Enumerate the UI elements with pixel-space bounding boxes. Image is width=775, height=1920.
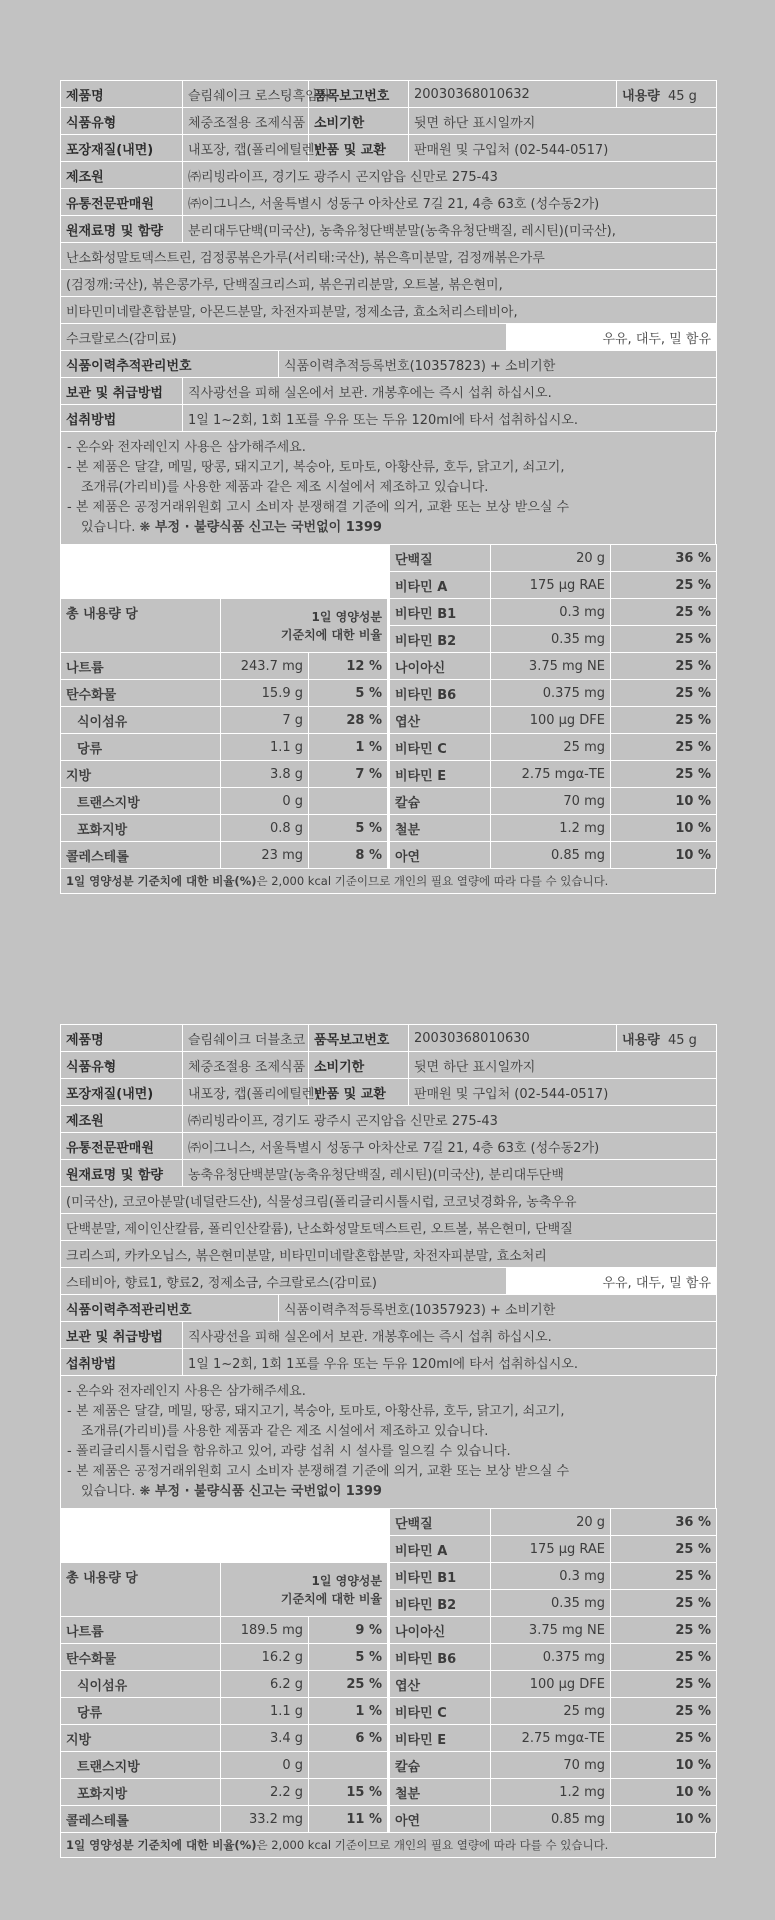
nutrition-row xyxy=(61,545,717,572)
ingredients-line: 크리스피, 카카오닙스, 볶은현미분말, 비타민미네랄혼합분말, 차전자피분말, 효소처리 xyxy=(61,1241,717,1268)
ingredients-line: 수크랄로스(감미료) xyxy=(61,324,507,351)
nutrient-amount: 3.8 g xyxy=(221,761,309,788)
manufacturer: ㈜리빙라이프, 경기도 광주시 곤지암읍 신만로 275-43 xyxy=(183,1106,717,1133)
nutrient-name: 비타민 E xyxy=(389,1725,491,1752)
food-type-label: 식품유형 xyxy=(61,1052,183,1079)
warning-text: - 본 제품은 달걀, 메밀, 땅콩, 돼지고기, 복숭아, 토마토, 아황산류, 호두, 닭고기, 쇠고기, xyxy=(67,1404,565,1419)
nutrition-row xyxy=(61,1752,717,1779)
nutrient-name: 아연 xyxy=(389,842,491,869)
nutrient-amount: 1.2 mg xyxy=(491,1779,611,1806)
dv-label-1: 1일 영양성분 xyxy=(311,609,382,624)
nutrient-name: 트랜스지방 xyxy=(61,788,221,815)
nutrient-name: 칼슘 xyxy=(389,1752,491,1779)
ingredients-line: 스테비아, 향료1, 향료2, 정제소금, 수크랄로스(감미료) xyxy=(61,1268,507,1295)
nutrient-amount: 0.85 mg xyxy=(491,1806,611,1833)
storage-label: 보관 및 취급방법 xyxy=(61,1322,183,1349)
nutrition-row xyxy=(61,1671,717,1698)
warning-line xyxy=(67,498,709,518)
nutrient-daily-value: 10 % xyxy=(611,1752,717,1779)
warnings xyxy=(60,432,716,544)
warning-text: 있습니다. xyxy=(81,1484,136,1499)
warning-text: - 온수와 전자레인지 사용은 삼가해주세요. xyxy=(67,440,306,455)
warning-text: 있습니다. xyxy=(81,520,136,535)
nutrient-amount: 7 g xyxy=(221,707,309,734)
nutrient-name: 엽산 xyxy=(389,1671,491,1698)
nutrient-amount: 1.1 g xyxy=(221,734,309,761)
nutrient-name: 아연 xyxy=(389,1806,491,1833)
nutrient-amount: 175 μg RAE xyxy=(491,1536,611,1563)
nutrient-name: 트랜스지방 xyxy=(61,1752,221,1779)
report-number: 20030368010632 xyxy=(409,81,617,108)
return-info: 판매원 및 구입처 (02-544-0517) xyxy=(409,135,717,162)
product-label-roasted-black-sesame xyxy=(60,80,716,894)
nutrient-name: 단백질 xyxy=(389,1509,491,1536)
nutrient-daily-value: 8 % xyxy=(309,842,389,869)
nutrition-title: 영양정보 xyxy=(61,1509,221,1536)
nutrient-name: 포화지방 xyxy=(61,815,221,842)
nutrient-amount: 1.2 mg xyxy=(491,815,611,842)
nutrient-name: 단백질 xyxy=(389,545,491,572)
nutrition-row xyxy=(61,1698,717,1725)
ingredients-line: 난소화성말토덱스트린, 검정콩볶은가루(서리태:국산), 볶은흑미분말, 검정깨볶은가루 xyxy=(61,243,717,270)
kcal: 165 kcal xyxy=(61,572,389,599)
quantity-cell xyxy=(617,1025,717,1052)
warning-line xyxy=(67,1422,709,1442)
nutrient-daily-value: 25 % xyxy=(611,1644,717,1671)
storage: 직사광선을 피해 실온에서 보관. 개봉후에는 즉시 섭취 하십시오. xyxy=(183,1322,717,1349)
nutrition-row xyxy=(61,1644,717,1671)
nutrient-daily-value: 25 % xyxy=(611,707,717,734)
nutrient-name: 비타민 A xyxy=(389,1536,491,1563)
nutrient-amount: 0.375 mg xyxy=(491,680,611,707)
nutrient-amount: 6.2 g xyxy=(221,1671,309,1698)
nutrient-name: 비타민 B2 xyxy=(389,1590,491,1617)
nutrient-name: 지방 xyxy=(61,1725,221,1752)
storage-label: 보관 및 취급방법 xyxy=(61,378,183,405)
nutrient-name: 콜레스테롤 xyxy=(61,842,221,869)
nutrient-name: 당류 xyxy=(61,1698,221,1725)
quantity: 45 g xyxy=(667,1032,697,1048)
quantity-label: 내용량 xyxy=(622,88,660,104)
warning-line xyxy=(67,518,709,538)
warning-line xyxy=(67,1382,709,1402)
per-label: 총 내용량 당 xyxy=(61,599,221,653)
ingredients-line: 분리대두단백(미국산), 농축유청단백분말(농축유청단백질, 레시틴)(미국산), xyxy=(183,216,717,243)
nutrient-name: 비타민 E xyxy=(389,761,491,788)
nutrient-daily-value: 1 % xyxy=(309,734,389,761)
nutrition-footnote xyxy=(60,869,716,894)
nutrient-daily-value: 12 % xyxy=(309,653,389,680)
food-type-label: 식품유형 xyxy=(61,108,183,135)
nutrient-amount: 20 g xyxy=(491,1509,611,1536)
report-number: 20030368010630 xyxy=(409,1025,617,1052)
nutrient-daily-value: 10 % xyxy=(611,815,717,842)
warning-text: - 폴리글리시톨시럽을 함유하고 있어, 과량 섭취 시 설사를 일으킬 수 있습니다. xyxy=(67,1444,511,1459)
nutrient-amount: 100 μg DFE xyxy=(491,1671,611,1698)
nutrient-daily-value: 25 % xyxy=(611,653,717,680)
per-label: 총 내용량 당 xyxy=(61,1563,221,1617)
nutrition-row xyxy=(61,707,717,734)
nutrient-daily-value: 36 % xyxy=(611,545,717,572)
nutrition-row xyxy=(61,1563,717,1590)
nutrient-daily-value: 10 % xyxy=(611,842,717,869)
nutrient-name: 비타민 B1 xyxy=(389,599,491,626)
nutrient-name: 포화지방 xyxy=(61,1779,221,1806)
warning-line xyxy=(67,458,709,478)
nutrient-name: 콜레스테롤 xyxy=(61,1806,221,1833)
expiry-label: 소비기한 xyxy=(309,1052,409,1079)
nutrient-name: 지방 xyxy=(61,761,221,788)
nutrient-daily-value: 11 % xyxy=(309,1806,389,1833)
nutrient-amount: 15.9 g xyxy=(221,680,309,707)
nutrition-row xyxy=(61,1806,717,1833)
ingredients-line: 단백분말, 제이인산칼륨, 폴리인산칼륨), 난소화성말토덱스트린, 오트볼, 볶은현미, 단백질 xyxy=(61,1214,717,1241)
nutrient-amount: 0.3 mg xyxy=(491,599,611,626)
warning-line xyxy=(67,1482,709,1502)
trace-number: 식품이력추적등록번호(10357823) + 소비기한 xyxy=(279,351,717,378)
warnings xyxy=(60,1376,716,1508)
nutrient-amount: 100 μg DFE xyxy=(491,707,611,734)
quantity: 45 g xyxy=(667,88,697,104)
warning-line xyxy=(67,478,709,498)
product-info-table xyxy=(60,1024,717,1376)
trace-number: 식품이력추적등록번호(10357923) + 소비기한 xyxy=(279,1295,717,1322)
nutrient-daily-value: 25 % xyxy=(611,1698,717,1725)
nutrient-amount: 175 μg RAE xyxy=(491,572,611,599)
nutrition-row xyxy=(61,572,717,599)
nutrient-amount: 2.2 g xyxy=(221,1779,309,1806)
product-name: 슬림쉐이크 로스팅흑임자 xyxy=(183,81,309,108)
nutrient-name: 식이섬유 xyxy=(61,1671,221,1698)
nutrient-daily-value: 10 % xyxy=(611,1806,717,1833)
packaging: 내포장, 캡(폴리에틸렌) xyxy=(183,1079,309,1106)
nutrient-amount: 25 mg xyxy=(491,1698,611,1725)
nutrient-daily-value: 25 % xyxy=(611,680,717,707)
footnote-text: 은 2,000 kcal 기준이므로 개인의 필요 열량에 따라 다를 수 있습니다. xyxy=(256,874,609,888)
nutrient-name: 나트륨 xyxy=(61,653,221,680)
nutrient-amount: 2.75 mgα-TE xyxy=(491,761,611,788)
nutrient-name: 철분 xyxy=(389,1779,491,1806)
nutrient-amount: 2.75 mgα-TE xyxy=(491,1725,611,1752)
nutrient-name: 나트륨 xyxy=(61,1617,221,1644)
distributor: ㈜이그니스, 서울특별시 성동구 아차산로 7길 21, 4층 63호 (성수동2가) xyxy=(183,189,717,216)
nutrient-amount: 3.75 mg NE xyxy=(491,653,611,680)
nutrient-amount: 0 g xyxy=(221,788,309,815)
trace-label: 식품이력추적관리번호 xyxy=(61,1295,279,1322)
packaging: 내포장, 캡(폴리에틸렌) xyxy=(183,135,309,162)
manufacturer: ㈜리빙라이프, 경기도 광주시 곤지암읍 신만로 275-43 xyxy=(183,162,717,189)
nutrient-amount: 3.4 g xyxy=(221,1725,309,1752)
packaging-label: 포장재질(내면) xyxy=(61,1079,183,1106)
nutrition-row xyxy=(61,1509,717,1536)
nutrient-amount: 0 g xyxy=(221,1752,309,1779)
nutrient-daily-value: 25 % xyxy=(611,572,717,599)
ingredients-label: 원재료명 및 함량 xyxy=(61,216,183,243)
nutrient-daily-value: 5 % xyxy=(309,1644,389,1671)
nutrient-amount: 0.85 mg xyxy=(491,842,611,869)
distributor-label: 유통전문판매원 xyxy=(61,189,183,216)
nutrition-total: 총 내용량 45 g xyxy=(221,1509,389,1536)
return-info: 판매원 및 구입처 (02-544-0517) xyxy=(409,1079,717,1106)
report-number-label: 품목보고번호 xyxy=(309,1025,409,1052)
nutrition-row xyxy=(61,653,717,680)
warning-line xyxy=(67,438,709,458)
nutrient-amount: 20 g xyxy=(491,545,611,572)
nutrition-table xyxy=(60,1508,717,1833)
dv-label-1: 1일 영양성분 xyxy=(311,1573,382,1588)
ingredients-line: (검정깨:국산), 볶은콩가루, 단백질크리스피, 볶은귀리분말, 오트볼, 볶은현미, xyxy=(61,270,717,297)
nutrient-daily-value: 25 % xyxy=(611,599,717,626)
nutrition-row xyxy=(61,1725,717,1752)
nutrition-row xyxy=(61,842,717,869)
dv-label-2: 기준치에 대한 비율 xyxy=(280,1591,382,1606)
product-name-label: 제품명 xyxy=(61,81,183,108)
nutrient-name: 칼슘 xyxy=(389,788,491,815)
nutrient-daily-value: 5 % xyxy=(309,815,389,842)
report-hotline: ❋ 부정 · 불량식품 신고는 국번없이 1399 xyxy=(139,1484,382,1499)
nutrition-total: 총 내용량 45 g xyxy=(221,545,389,572)
nutrition-row xyxy=(61,1617,717,1644)
nutrient-amount: 189.5 mg xyxy=(221,1617,309,1644)
allergen-badge: 우유, 대두, 밀 함유 xyxy=(507,1268,717,1295)
nutrition-row xyxy=(61,1536,717,1563)
nutrient-name: 비타민 A xyxy=(389,572,491,599)
nutrient-daily-value: 25 % xyxy=(611,626,717,653)
ingredients-line: 농축유청단백분말(농축유청단백질, 레시틴)(미국산), 분리대두단백 xyxy=(183,1160,717,1187)
product-name: 슬림쉐이크 더블초코 xyxy=(183,1025,309,1052)
allergen-badge: 우유, 대두, 밀 함유 xyxy=(507,324,717,351)
nutrient-name: 철분 xyxy=(389,815,491,842)
nutrient-amount: 0.3 mg xyxy=(491,1563,611,1590)
nutrient-daily-value xyxy=(309,1752,389,1779)
nutrition-row xyxy=(61,734,717,761)
product-info-table xyxy=(60,80,717,432)
nutrition-row xyxy=(61,815,717,842)
nutrient-daily-value: 5 % xyxy=(309,680,389,707)
nutrient-amount: 3.75 mg NE xyxy=(491,1617,611,1644)
nutrient-name: 나이아신 xyxy=(389,653,491,680)
nutrient-amount: 243.7 mg xyxy=(221,653,309,680)
distributor-label: 유통전문판매원 xyxy=(61,1133,183,1160)
nutrient-name: 비타민 C xyxy=(389,734,491,761)
nutrient-name: 비타민 B2 xyxy=(389,626,491,653)
warning-text: - 온수와 전자레인지 사용은 삼가해주세요. xyxy=(67,1384,306,1399)
nutrient-daily-value: 25 % xyxy=(611,1536,717,1563)
expiry: 뒷면 하단 표시일까지 xyxy=(409,1052,717,1079)
footnote-text: 은 2,000 kcal 기준이므로 개인의 필요 열량에 따라 다를 수 있습니다. xyxy=(256,1838,609,1852)
dv-header xyxy=(221,1563,389,1617)
warning-text: - 본 제품은 달걀, 메밀, 땅콩, 돼지고기, 복숭아, 토마토, 아황산류, 호두, 닭고기, 쇠고기, xyxy=(67,460,565,475)
food-type: 체중조절용 조제식품 xyxy=(183,108,309,135)
ingredients-line: (미국산), 코코아분말(네덜란드산), 식물성크림(폴리글리시톨시럽, 코코넛경화유, 농축우유 xyxy=(61,1187,717,1214)
nutrient-daily-value: 1 % xyxy=(309,1698,389,1725)
nutrient-amount: 70 mg xyxy=(491,788,611,815)
return-label: 반품 및 교환 xyxy=(309,1079,409,1106)
nutrient-daily-value: 9 % xyxy=(309,1617,389,1644)
nutrition-row xyxy=(61,761,717,788)
footnote-bold: 1일 영양성분 기준치에 대한 비율(%) xyxy=(66,1838,257,1852)
storage: 직사광선을 피해 실온에서 보관. 개봉후에는 즉시 섭취 하십시오. xyxy=(183,378,717,405)
expiry: 뒷면 하단 표시일까지 xyxy=(409,108,717,135)
expiry-label: 소비기한 xyxy=(309,108,409,135)
nutrient-daily-value: 25 % xyxy=(611,761,717,788)
nutrient-daily-value xyxy=(309,788,389,815)
ingredients-label: 원재료명 및 함량 xyxy=(61,1160,183,1187)
nutrient-daily-value: 28 % xyxy=(309,707,389,734)
nutrition-row xyxy=(61,599,717,626)
food-type: 체중조절용 조제식품 xyxy=(183,1052,309,1079)
nutrient-amount: 16.2 g xyxy=(221,1644,309,1671)
warning-text: 조개류(가리비)를 사용한 제품과 같은 제조 시설에서 제조하고 있습니다. xyxy=(81,480,489,495)
nutrient-daily-value: 6 % xyxy=(309,1725,389,1752)
distributor: ㈜이그니스, 서울특별시 성동구 아차산로 7길 21, 4층 63호 (성수동2가) xyxy=(183,1133,717,1160)
footnote-bold: 1일 영양성분 기준치에 대한 비율(%) xyxy=(66,874,257,888)
manufacturer-label: 제조원 xyxy=(61,1106,183,1133)
warning-line xyxy=(67,1402,709,1422)
intake: 1일 1~2회, 1회 1포를 우유 또는 두유 120ml에 타서 섭취하십시오. xyxy=(183,405,717,432)
nutrient-name: 비타민 B6 xyxy=(389,680,491,707)
nutrition-row xyxy=(61,680,717,707)
manufacturer-label: 제조원 xyxy=(61,162,183,189)
report-number-label: 품목보고번호 xyxy=(309,81,409,108)
nutrient-amount: 1.1 g xyxy=(221,1698,309,1725)
nutrient-daily-value: 25 % xyxy=(309,1671,389,1698)
product-label-double-choco xyxy=(60,1024,716,1858)
nutrient-name: 탄수화물 xyxy=(61,1644,221,1671)
nutrient-daily-value: 10 % xyxy=(611,1779,717,1806)
packaging-label: 포장재질(내면) xyxy=(61,135,183,162)
ingredients-line: 비타민미네랄혼합분말, 아몬드분말, 차전자피분말, 정제소금, 효소처리스테비아, xyxy=(61,297,717,324)
report-hotline: ❋ 부정 · 불량식품 신고는 국번없이 1399 xyxy=(139,520,382,535)
nutrient-name: 나이아신 xyxy=(389,1617,491,1644)
dv-label-2: 기준치에 대한 비율 xyxy=(280,627,382,642)
nutrient-name: 탄수화물 xyxy=(61,680,221,707)
quantity-cell xyxy=(617,81,717,108)
nutrient-amount: 33.2 mg xyxy=(221,1806,309,1833)
nutrient-amount: 23 mg xyxy=(221,842,309,869)
nutrient-amount: 0.35 mg xyxy=(491,1590,611,1617)
nutrition-row xyxy=(61,1779,717,1806)
nutrient-name: 엽산 xyxy=(389,707,491,734)
intake-label: 섭취방법 xyxy=(61,405,183,432)
nutrient-daily-value: 25 % xyxy=(611,1617,717,1644)
nutrient-amount: 70 mg xyxy=(491,1752,611,1779)
nutrient-daily-value: 7 % xyxy=(309,761,389,788)
nutrient-daily-value: 25 % xyxy=(611,1590,717,1617)
warning-text: - 본 제품은 공정거래위원회 고시 소비자 분쟁해결 기준에 의거, 교환 또는 보상 받으실 수 xyxy=(67,500,570,515)
nutrient-daily-value: 36 % xyxy=(611,1509,717,1536)
nutrition-row xyxy=(61,788,717,815)
nutrient-daily-value: 10 % xyxy=(611,788,717,815)
nutrition-title: 영양정보 xyxy=(61,545,221,572)
return-label: 반품 및 교환 xyxy=(309,135,409,162)
nutrition-table xyxy=(60,544,717,869)
kcal: 165 kcal xyxy=(61,1536,389,1563)
nutrient-daily-value: 25 % xyxy=(611,1671,717,1698)
warning-line xyxy=(67,1442,709,1462)
product-name-label: 제품명 xyxy=(61,1025,183,1052)
nutrition-footnote xyxy=(60,1833,716,1858)
nutrient-amount: 0.8 g xyxy=(221,815,309,842)
nutrient-name: 비타민 B1 xyxy=(389,1563,491,1590)
warning-text: - 본 제품은 공정거래위원회 고시 소비자 분쟁해결 기준에 의거, 교환 또는 보상 받으실 수 xyxy=(67,1464,570,1479)
intake-label: 섭취방법 xyxy=(61,1349,183,1376)
nutrient-name: 비타민 C xyxy=(389,1698,491,1725)
nutrient-name: 당류 xyxy=(61,734,221,761)
warning-text: 조개류(가리비)를 사용한 제품과 같은 제조 시설에서 제조하고 있습니다. xyxy=(81,1424,489,1439)
nutrient-daily-value: 25 % xyxy=(611,1725,717,1752)
dv-header xyxy=(221,599,389,653)
nutrient-daily-value: 15 % xyxy=(309,1779,389,1806)
trace-label: 식품이력추적관리번호 xyxy=(61,351,279,378)
nutrient-name: 식이섬유 xyxy=(61,707,221,734)
nutrient-daily-value: 25 % xyxy=(611,734,717,761)
nutrient-amount: 0.375 mg xyxy=(491,1644,611,1671)
nutrient-amount: 0.35 mg xyxy=(491,626,611,653)
warning-line xyxy=(67,1462,709,1482)
quantity-label: 내용량 xyxy=(622,1032,660,1048)
nutrient-daily-value: 25 % xyxy=(611,1563,717,1590)
nutrient-amount: 25 mg xyxy=(491,734,611,761)
nutrient-name: 비타민 B6 xyxy=(389,1644,491,1671)
intake: 1일 1~2회, 1회 1포를 우유 또는 두유 120ml에 타서 섭취하십시오. xyxy=(183,1349,717,1376)
